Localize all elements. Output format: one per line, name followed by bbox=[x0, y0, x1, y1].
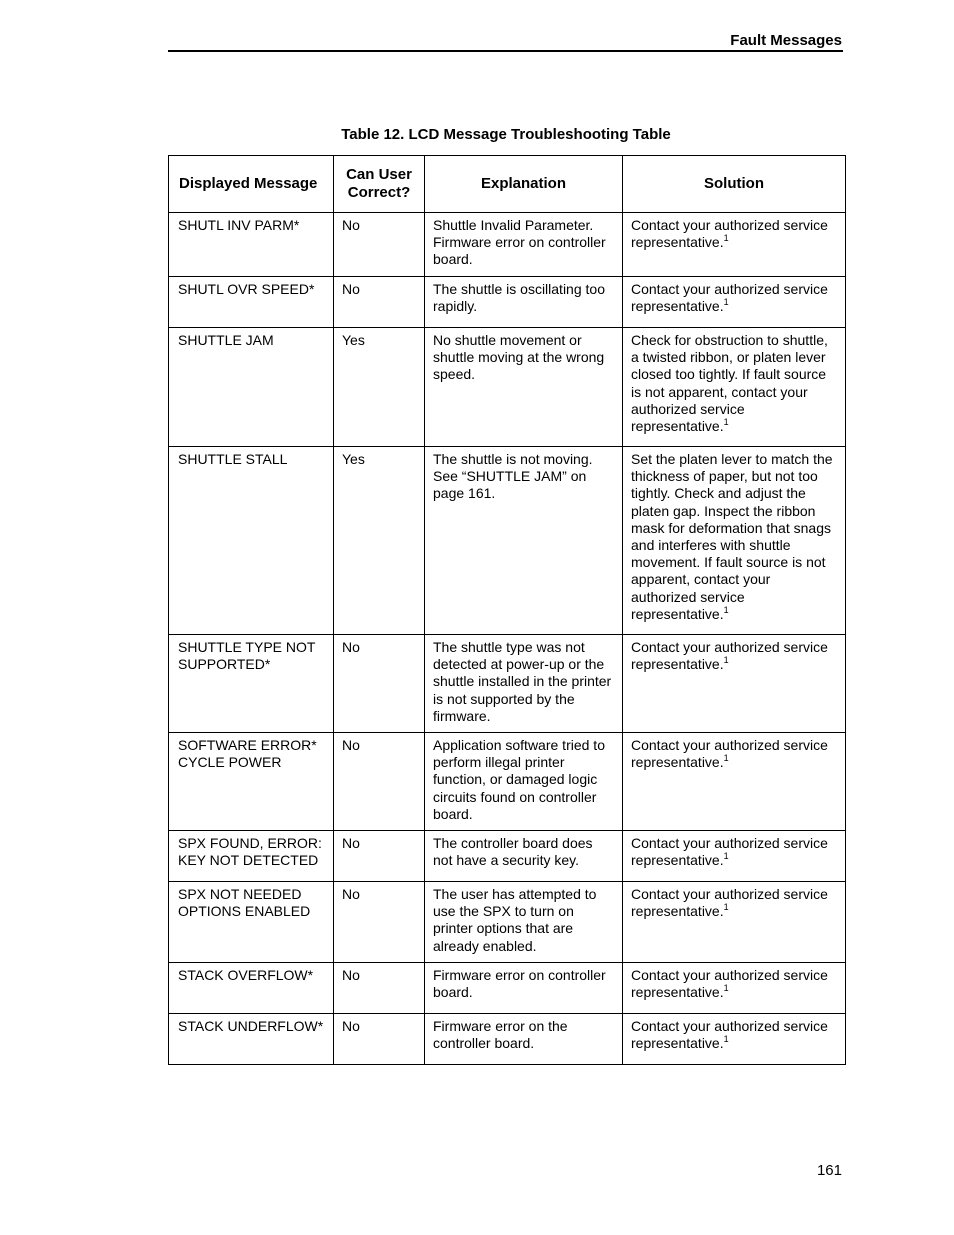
explanation-cell: No shuttle movement or shuttle moving at the wrong speed. bbox=[425, 328, 623, 447]
solution-cell bbox=[623, 963, 846, 1014]
column-header-can-user-correct: Can User Correct? bbox=[334, 156, 425, 213]
solution-text: Contact your authorized service representative. bbox=[631, 217, 828, 251]
solution-cell bbox=[623, 882, 846, 963]
solution-text: Set the platen lever to match the thickness of paper, but not too tightly. Check and adjust the platen gap. Inspect the ribbon mask for deformation that snags and interferes with shuttle movement. If fault source is not apparent, contact your authorized service representative. bbox=[631, 451, 833, 622]
explanation-cell: The shuttle is oscillating too rapidly. bbox=[425, 277, 623, 328]
message-cell: STACK OVERFLOW* bbox=[169, 963, 334, 1014]
explanation-cell: Shuttle Invalid Parameter. Firmware error on controller board. bbox=[425, 213, 623, 277]
message-cell: SOFTWARE ERROR* CYCLE POWER bbox=[169, 733, 334, 831]
solution-text: Contact your authorized service representative. bbox=[631, 737, 828, 771]
table-row bbox=[169, 1014, 846, 1065]
can-correct-cell: No bbox=[334, 882, 425, 963]
can-correct-cell: No bbox=[334, 277, 425, 328]
footnote-marker: 1 bbox=[723, 604, 729, 615]
page-number: 161 bbox=[816, 1162, 842, 1179]
solution-text: Contact your authorized service representative. bbox=[631, 1018, 828, 1052]
solution-cell bbox=[623, 328, 846, 447]
column-header-displayed-message: Displayed Message bbox=[169, 156, 334, 213]
can-correct-cell: No bbox=[334, 831, 425, 882]
troubleshooting-table bbox=[168, 155, 846, 1065]
table-row bbox=[169, 447, 846, 635]
column-header-explanation: Explanation bbox=[425, 156, 623, 213]
column-header-solution: Solution bbox=[623, 156, 846, 213]
solution-cell bbox=[623, 447, 846, 635]
solution-text: Contact your authorized service representative. bbox=[631, 281, 828, 315]
table-row bbox=[169, 213, 846, 277]
table-row bbox=[169, 277, 846, 328]
solution-text: Contact your authorized service representative. bbox=[631, 639, 828, 673]
table-caption: Table 12. LCD Message Troubleshooting Table bbox=[341, 126, 671, 143]
explanation-cell: The shuttle type was not detected at power-up or the shuttle installed in the printer is not supported by the firmware. bbox=[425, 635, 623, 733]
header-rule bbox=[168, 50, 843, 52]
table-row bbox=[169, 882, 846, 963]
can-correct-cell: No bbox=[334, 963, 425, 1014]
message-cell: SHUTL INV PARM* bbox=[169, 213, 334, 277]
message-cell: STACK UNDERFLOW* bbox=[169, 1014, 334, 1065]
footnote-marker: 1 bbox=[723, 851, 729, 862]
table-row bbox=[169, 963, 846, 1014]
footnote-marker: 1 bbox=[723, 902, 729, 913]
footnote-marker: 1 bbox=[723, 233, 729, 244]
solution-text: Contact your authorized service representative. bbox=[631, 886, 828, 920]
solution-cell bbox=[623, 733, 846, 831]
table-row bbox=[169, 831, 846, 882]
solution-cell bbox=[623, 277, 846, 328]
explanation-cell: Application software tried to perform illegal printer function, or damaged logic circuits found on controller board. bbox=[425, 733, 623, 831]
table-row bbox=[169, 328, 846, 447]
explanation-cell: Firmware error on the controller board. bbox=[425, 1014, 623, 1065]
section-title: Fault Messages bbox=[730, 32, 842, 49]
footnote-marker: 1 bbox=[723, 297, 729, 308]
footnote-marker: 1 bbox=[723, 983, 729, 994]
can-correct-cell: No bbox=[334, 635, 425, 733]
solution-cell bbox=[623, 1014, 846, 1065]
table-row bbox=[169, 635, 846, 733]
solution-cell bbox=[623, 213, 846, 277]
solution-cell bbox=[623, 831, 846, 882]
message-cell: SPX FOUND, ERROR: KEY NOT DETECTED bbox=[169, 831, 334, 882]
message-cell: SHUTL OVR SPEED* bbox=[169, 277, 334, 328]
table-header-row bbox=[169, 156, 846, 213]
solution-text: Contact your authorized service representative. bbox=[631, 835, 828, 869]
footnote-marker: 1 bbox=[723, 417, 729, 428]
can-correct-cell: Yes bbox=[334, 328, 425, 447]
explanation-cell: The controller board does not have a security key. bbox=[425, 831, 623, 882]
footnote-marker: 1 bbox=[723, 753, 729, 764]
explanation-cell: The user has attempted to use the SPX to turn on printer options that are already enabled. bbox=[425, 882, 623, 963]
message-cell: SHUTTLE JAM bbox=[169, 328, 334, 447]
can-correct-cell: Yes bbox=[334, 447, 425, 635]
explanation-cell: Firmware error on controller board. bbox=[425, 963, 623, 1014]
footnote-marker: 1 bbox=[723, 1034, 729, 1045]
solution-cell bbox=[623, 635, 846, 733]
table-row bbox=[169, 733, 846, 831]
solution-text: Check for obstruction to shuttle, a twisted ribbon, or platen lever closed too tightly. If fault source is not apparent, contact your authorized service representative. bbox=[631, 332, 828, 435]
can-correct-cell: No bbox=[334, 733, 425, 831]
message-cell: SHUTTLE TYPE NOT SUPPORTED* bbox=[169, 635, 334, 733]
footnote-marker: 1 bbox=[723, 655, 729, 666]
can-correct-cell: No bbox=[334, 213, 425, 277]
can-correct-cell: No bbox=[334, 1014, 425, 1065]
solution-text: Contact your authorized service representative. bbox=[631, 967, 828, 1001]
explanation-cell: The shuttle is not moving. See “SHUTTLE JAM” on page 161. bbox=[425, 447, 623, 635]
message-cell: SPX NOT NEEDED OPTIONS ENABLED bbox=[169, 882, 334, 963]
message-cell: SHUTTLE STALL bbox=[169, 447, 334, 635]
